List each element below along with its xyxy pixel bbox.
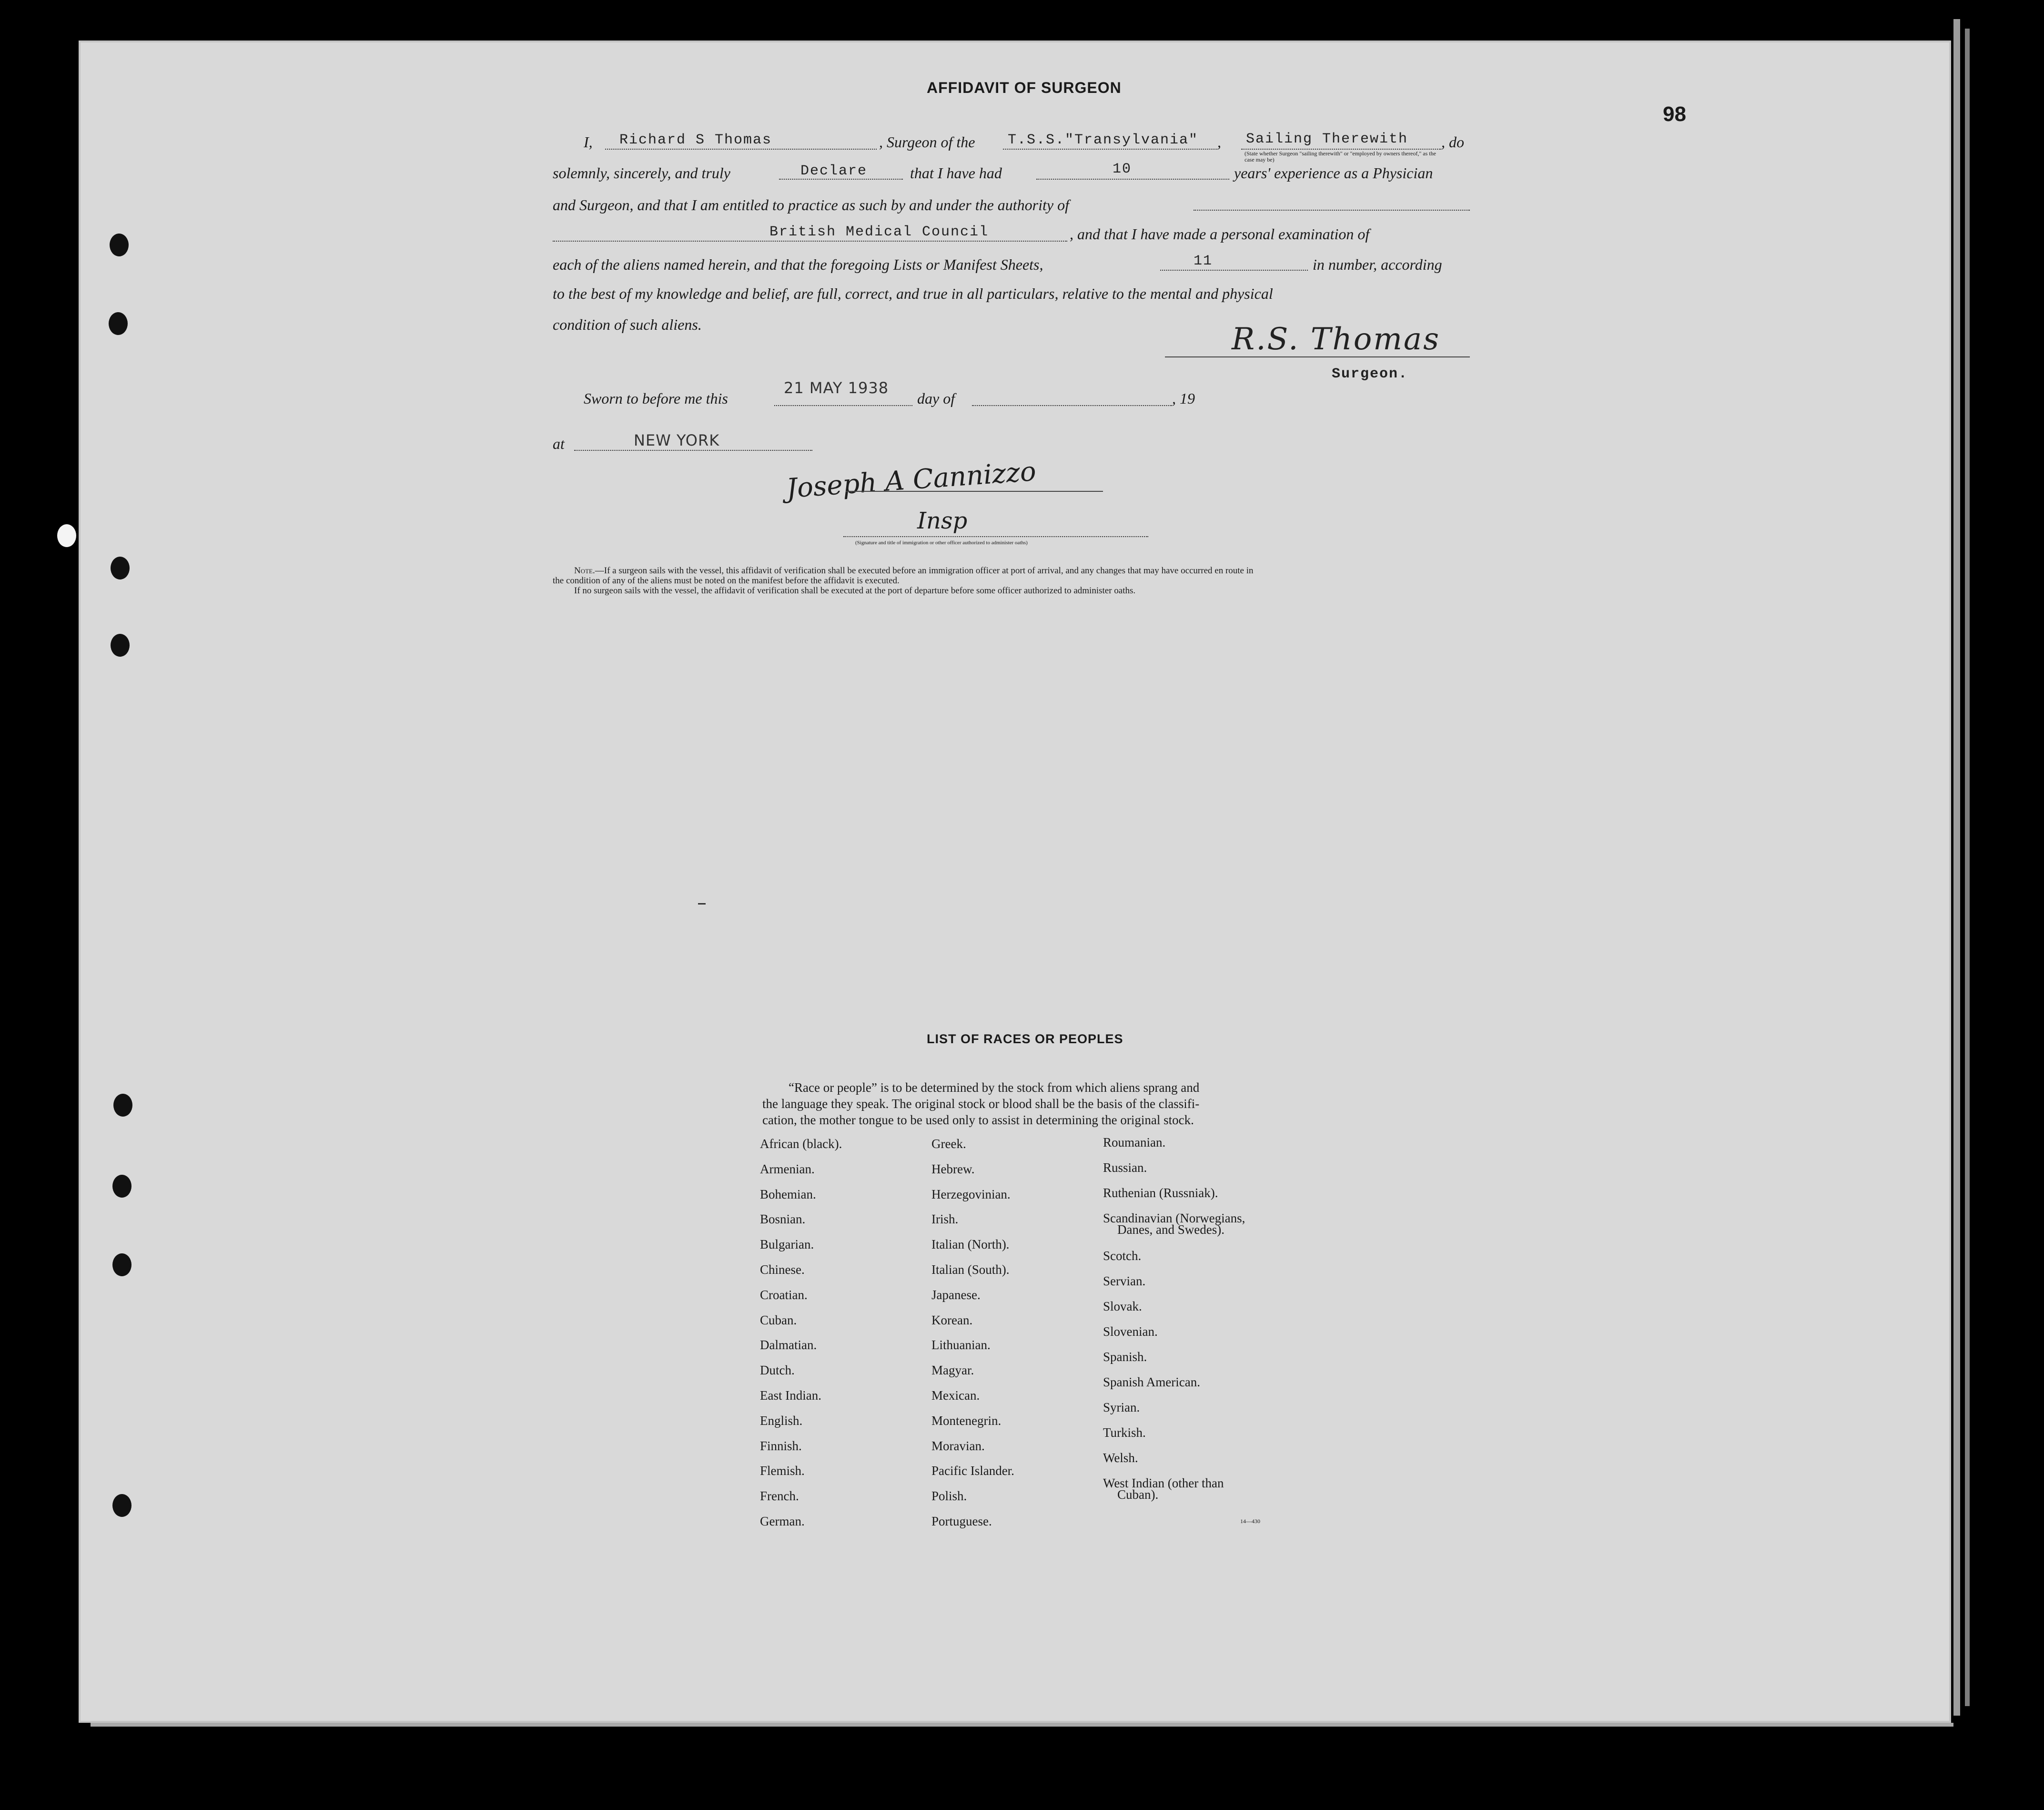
race-item: English. — [760, 1413, 803, 1428]
punch-hole — [112, 1494, 132, 1517]
punch-hole — [113, 1094, 132, 1117]
race-item: Montenegrin. — [931, 1413, 1002, 1428]
race-item: Greek. — [931, 1137, 966, 1151]
note-line-2: the condition of any of the aliens must be noted on the manifest before the affidavit is executed. — [553, 576, 900, 586]
race-item: Cuban). — [1117, 1487, 1159, 1502]
vessel-line — [1003, 149, 1217, 150]
race-item: Flemish. — [760, 1464, 805, 1478]
race-item: Chinese. — [760, 1262, 805, 1277]
punch-hole — [112, 1253, 132, 1276]
race-item: Pacific Islander. — [931, 1464, 1014, 1478]
place-line — [574, 450, 812, 451]
officer-line-2 — [843, 536, 1148, 537]
authority-value: British Medical Council — [769, 224, 989, 240]
race-item: Magyar. — [931, 1363, 974, 1378]
years-line — [1036, 179, 1229, 180]
label-comma: , — [1217, 133, 1221, 151]
race-item: Italian (South). — [931, 1262, 1010, 1277]
form-code: 14—430 — [1240, 1518, 1260, 1525]
race-item: Finnish. — [760, 1438, 802, 1453]
label-solemnly: solemnly, sincerely, and truly — [553, 164, 730, 182]
race-item: Lithuanian. — [931, 1338, 991, 1352]
race-item: Danes, and Swedes). — [1117, 1222, 1224, 1237]
surgeon-name-line — [605, 149, 877, 150]
note-text: —If a surgeon sails with the vessel, this affidavit of verification shall be executed before an immigration officer at port of arrival, and any changes that may have occurred en route in — [595, 566, 1254, 576]
sailing-status: Sailing Therewith — [1246, 131, 1408, 147]
race-item: Hebrew. — [931, 1161, 975, 1176]
race-item: Portuguese. — [931, 1514, 992, 1528]
page-number: 98 — [1663, 102, 1686, 126]
officer-line-1 — [846, 491, 1103, 492]
punch-hole — [110, 234, 129, 256]
race-item: Irish. — [931, 1212, 959, 1227]
officer-signature: Joseph A Cannizzo — [785, 456, 1037, 505]
race-item: Welsh. — [1103, 1451, 1138, 1465]
race-item: Italian (North). — [931, 1237, 1010, 1252]
label-in-number: in number, according — [1313, 256, 1442, 273]
month-line — [972, 405, 1172, 406]
race-item: Polish. — [931, 1489, 967, 1504]
race-item: Herzegovinian. — [931, 1187, 1011, 1201]
race-item: Mexican. — [931, 1388, 980, 1403]
declare-word: Declare — [800, 163, 868, 179]
race-item: Bohemian. — [760, 1187, 816, 1201]
label-years-experience: years' experience as a Physician — [1234, 164, 1433, 182]
label-day-of: day of — [917, 390, 955, 407]
races-paragraph-line-1: “Race or people” is to be determined by the stock from which aliens sprang and — [789, 1080, 1200, 1095]
race-item: Moravian. — [931, 1438, 985, 1453]
label-authority: and Surgeon, and that I am entitled to practice as such by and under the authority of — [553, 196, 1069, 214]
race-item: Servian. — [1103, 1274, 1146, 1288]
punch-hole — [57, 524, 76, 547]
authority-line-2 — [553, 241, 1067, 242]
place-stamp: NEW YORK — [634, 431, 720, 449]
races-paragraph-line-3: cation, the mother tongue to be used only to assist in determining the original stock. — [762, 1113, 1194, 1127]
race-item: Russian. — [1103, 1160, 1147, 1175]
label-sworn: Sworn to before me this — [584, 390, 728, 407]
label-at: at — [553, 435, 565, 452]
sheets-value: 11 — [1194, 253, 1213, 269]
surgeon-signature: R.S. Thomas — [1232, 322, 1440, 357]
punch-hole — [109, 312, 128, 335]
race-item: Ruthenian (Russniak). — [1103, 1186, 1218, 1200]
race-item: Korean. — [931, 1312, 973, 1327]
label-surgeon-of: , Surgeon of the — [879, 133, 975, 151]
race-item: Turkish. — [1103, 1425, 1146, 1440]
label-have-had: that I have had — [910, 164, 1002, 182]
page-edge — [1965, 29, 1970, 1706]
note-lead: Note. — [574, 566, 595, 576]
race-item: Scotch. — [1103, 1249, 1142, 1263]
note-line-1 — [574, 566, 1254, 576]
races-title: LIST OF RACES OR PEOPLES — [927, 1032, 1123, 1046]
race-item: Spanish American. — [1103, 1375, 1200, 1389]
officer-title: Insp — [917, 508, 968, 534]
race-item: Spanish. — [1103, 1350, 1147, 1364]
race-item: German. — [760, 1514, 805, 1528]
race-item: East Indian. — [760, 1388, 821, 1403]
races-paragraph-line-2: the language they speak. The original stock or blood shall be the basis of the classifi- — [762, 1097, 1200, 1111]
years-value: 10 — [1113, 161, 1132, 177]
surgeon-name: Richard S Thomas — [619, 132, 772, 148]
authority-line-1 — [1194, 210, 1470, 211]
race-item: West Indian (other than — [1103, 1476, 1224, 1490]
race-item: African (black). — [760, 1137, 842, 1151]
race-item: Dalmatian. — [760, 1338, 817, 1352]
race-item: Slovak. — [1103, 1299, 1142, 1313]
label-manifest-sheets: each of the aliens named herein, and that the foregoing Lists or Manifest Sheets, — [553, 256, 1043, 273]
sheets-line — [1160, 270, 1308, 271]
note-line-3: If no surgeon sails with the vessel, the affidavit of verification shall be executed at the port of departure before some officer authorized to administer oaths. — [574, 586, 1136, 596]
sailing-status-line — [1241, 149, 1441, 150]
label-i: I, — [584, 133, 593, 151]
race-item: Dutch. — [760, 1363, 795, 1378]
vessel-name: T.S.S."Transylvania" — [1008, 132, 1199, 148]
affidavit-title: AFFIDAVIT OF SURGEON — [927, 79, 1122, 96]
page-edge — [1953, 19, 1960, 1716]
label-knowledge: to the best of my knowledge and belief, are full, correct, and true in all particulars, relative to the mental and physical — [553, 285, 1273, 302]
race-item: Bosnian. — [760, 1212, 806, 1227]
label-condition: condition of such aliens. — [553, 316, 702, 333]
race-item: Bulgarian. — [760, 1237, 814, 1252]
race-item: Slovenian. — [1103, 1324, 1158, 1339]
state-note: (State whether Surgeon "sailing therewith" or "employed by owners thereof," as the case may be) — [1245, 150, 1436, 163]
race-item: Scandinavian (Norwegians, — [1103, 1211, 1245, 1225]
punch-hole — [112, 1175, 132, 1198]
race-item: Roumanian. — [1103, 1135, 1166, 1149]
race-item: Japanese. — [931, 1287, 981, 1302]
surgeon-label: Surgeon. — [1332, 366, 1408, 382]
page-edge — [91, 1723, 1953, 1727]
sworn-date-line — [774, 405, 912, 406]
race-item: Cuban. — [760, 1312, 797, 1327]
punch-hole — [111, 557, 130, 580]
race-item: Syrian. — [1103, 1400, 1140, 1414]
race-item: Croatian. — [760, 1287, 808, 1302]
label-personal-exam: , and that I have made a personal examination of — [1070, 225, 1370, 243]
sworn-date-stamp: 21 MAY 1938 — [784, 379, 889, 397]
punch-hole — [111, 634, 130, 657]
officer-caption: (Signature and title of immigration or other officer authorized to administer oaths) — [855, 540, 1028, 546]
label-do: , do — [1441, 133, 1464, 151]
race-item: French. — [760, 1489, 799, 1504]
mark — [698, 903, 706, 905]
race-item: Armenian. — [760, 1161, 815, 1176]
signature-line — [1165, 356, 1470, 357]
label-19: , 19 — [1172, 390, 1195, 407]
